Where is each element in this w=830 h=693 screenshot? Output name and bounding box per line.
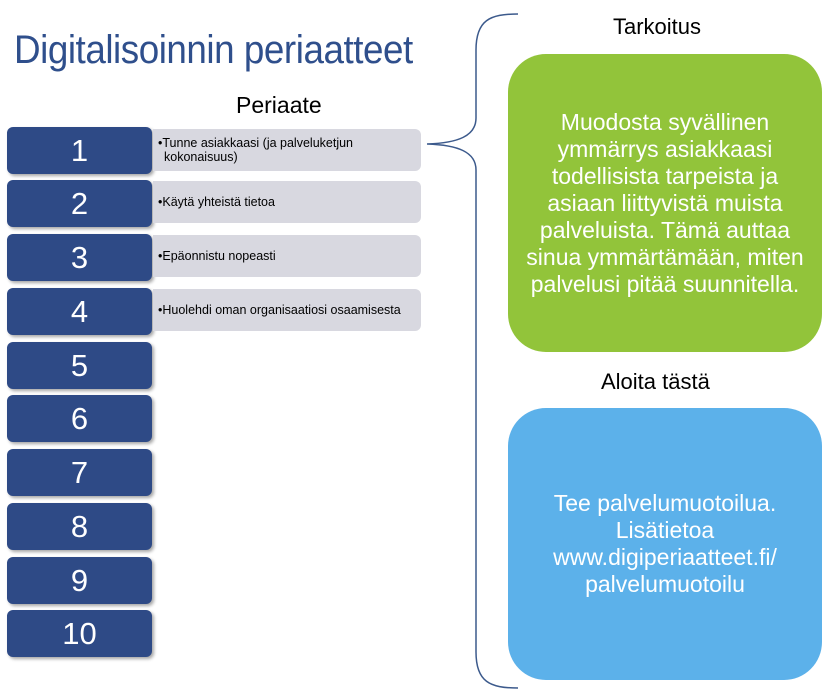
principle-description-text: •Epäonnistu nopeasti bbox=[158, 249, 276, 263]
principle-number-3[interactable]: 3 bbox=[7, 234, 152, 281]
start-box[interactable] bbox=[508, 408, 822, 680]
principle-number-4[interactable]: 4 bbox=[7, 288, 152, 335]
principle-description-text: •Tunne asiakkaasi (ja palveluketjun kokonaisuus) bbox=[158, 136, 353, 164]
principle-number-9[interactable]: 9 bbox=[7, 557, 152, 604]
column-header-principle: Periaate bbox=[236, 92, 322, 118]
principle-number-2[interactable]: 2 bbox=[7, 180, 152, 227]
page-title: Digitalisoinnin periaatteet bbox=[14, 28, 413, 72]
principle-number-8[interactable]: 8 bbox=[7, 503, 152, 550]
principle-description-text: •Käytä yhteistä tietoa bbox=[158, 195, 275, 209]
principle-number-10[interactable]: 10 bbox=[7, 610, 152, 657]
start-label: Aloita tästä bbox=[601, 369, 710, 394]
start-text[interactable]: Tee palvelumuotoilua. Lisätietoa www.digiperiaatteet.fi/ palvelumuotoilu bbox=[553, 490, 777, 597]
principle-number-6[interactable]: 6 bbox=[7, 395, 152, 442]
purpose-label: Tarkoitus bbox=[613, 14, 702, 39]
purpose-box bbox=[508, 54, 822, 352]
principle-number-5[interactable]: 5 bbox=[7, 342, 152, 389]
principle-number-7[interactable]: 7 bbox=[7, 449, 152, 496]
brace-path bbox=[427, 14, 518, 688]
purpose-text: Muodosta syvällinen ymmärrys asiakkaasi todellisista tarpeista ja asiaan liittyvistä muista palveluista. Tämä auttaa sinua ymmärtämään, miten palvelusi pitää suunnitella. bbox=[526, 108, 804, 297]
principle-description-text: •Huolehdi oman organisaatiosi osaamisesta bbox=[158, 303, 401, 317]
principle-number-1[interactable]: 1 bbox=[7, 127, 152, 174]
